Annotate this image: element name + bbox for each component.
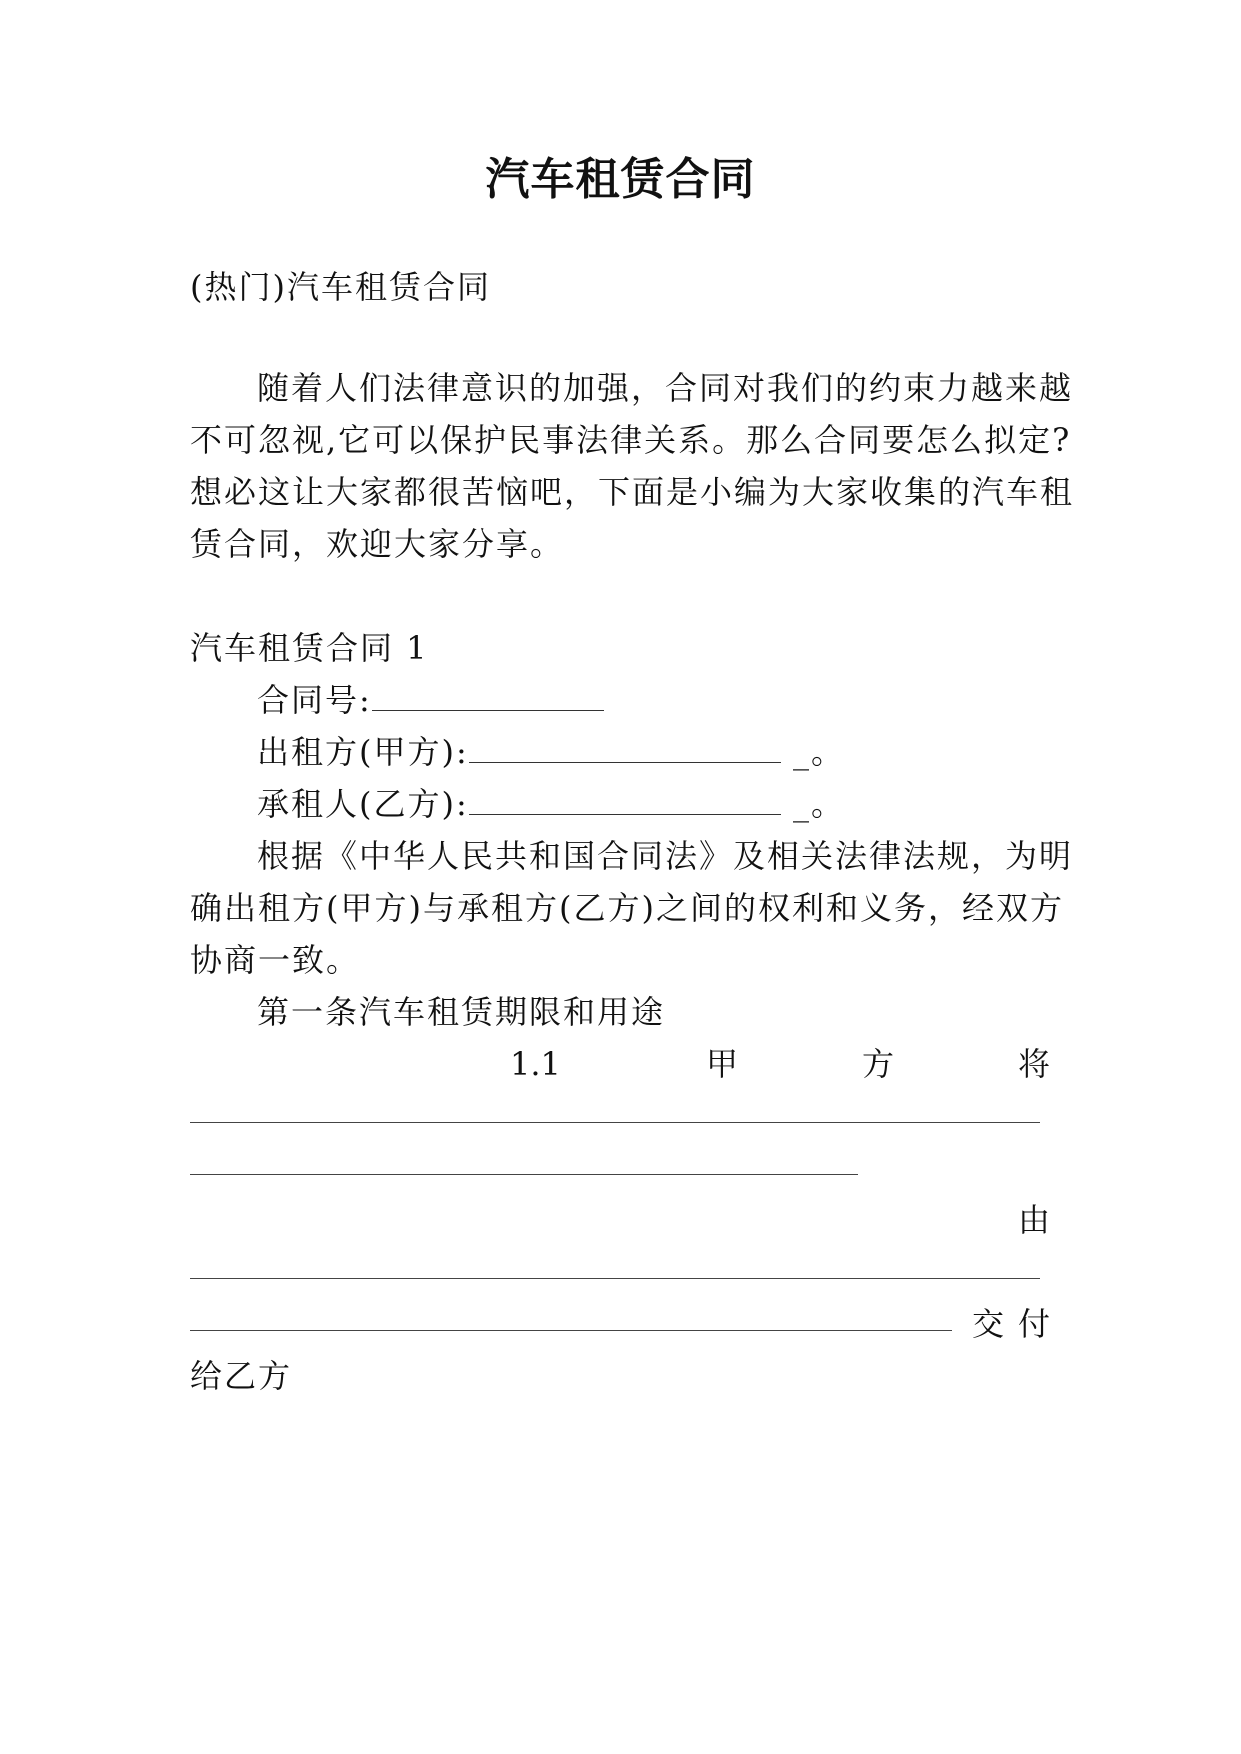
blank-line-4 <box>190 1330 952 1331</box>
contract-number-blank <box>372 684 604 711</box>
intro-line-1: 随着人们法律意识的加强，合同对我们的约束力越来越 <box>257 369 1074 407</box>
lessor-row <box>257 730 1050 774</box>
clause-1-1-word-1: 甲 <box>706 1045 739 1083</box>
lessee-blank <box>469 788 781 815</box>
intro-line-4: 赁合同，欢迎大家分享。 <box>190 525 565 563</box>
deliver-word-1: 交 <box>972 1305 1005 1343</box>
lessee-suffix: _。 <box>792 785 845 823</box>
basis-line-1: 根据《中华人民共和国合同法》及相关法律法规，为明 <box>257 837 1074 875</box>
basis-line-2: 确出租方(甲方)与承租方(乙方)之间的权利和义务，经双方 <box>190 889 1064 927</box>
blank-line-3 <box>190 1278 1040 1279</box>
basis-line-3: 协商一致。 <box>190 941 361 979</box>
intro-line-2: 不可忽视,它可以保护民事法律关系。那么合同要怎么拟定? <box>190 421 1072 459</box>
blank-line-1 <box>190 1122 1040 1123</box>
lessee-label: 承租人(乙方): <box>257 785 469 823</box>
intro-line-3: 想必这让大家都很苦恼吧，下面是小编为大家收集的汽车租 <box>190 473 1075 511</box>
contract-number-row <box>257 678 1050 722</box>
document-subtitle: (热门)汽车租赁合同 <box>190 268 491 306</box>
contract-number-label: 合同号: <box>257 681 372 719</box>
clause-1-1-word-2: 方 <box>862 1045 895 1083</box>
lessor-blank <box>469 736 781 763</box>
deliver-word-2: 付 <box>1018 1305 1051 1343</box>
lessor-label: 出租方(甲方): <box>257 733 469 771</box>
lessee-row <box>257 782 1050 826</box>
blank-line-2 <box>190 1174 858 1175</box>
by-word: 由 <box>1017 1201 1050 1239</box>
clause-1-1-number: 1.1 <box>510 1045 561 1083</box>
to-party-b: 给乙方 <box>190 1357 293 1395</box>
article-1-heading: 第一条汽车租赁期限和用途 <box>257 993 666 1031</box>
document-title: 汽车租赁合同 <box>485 154 756 205</box>
clause-1-1-word-3: 将 <box>1018 1045 1051 1083</box>
lessor-suffix: _。 <box>792 733 845 771</box>
section-heading: 汽车租赁合同 1 <box>190 629 429 667</box>
